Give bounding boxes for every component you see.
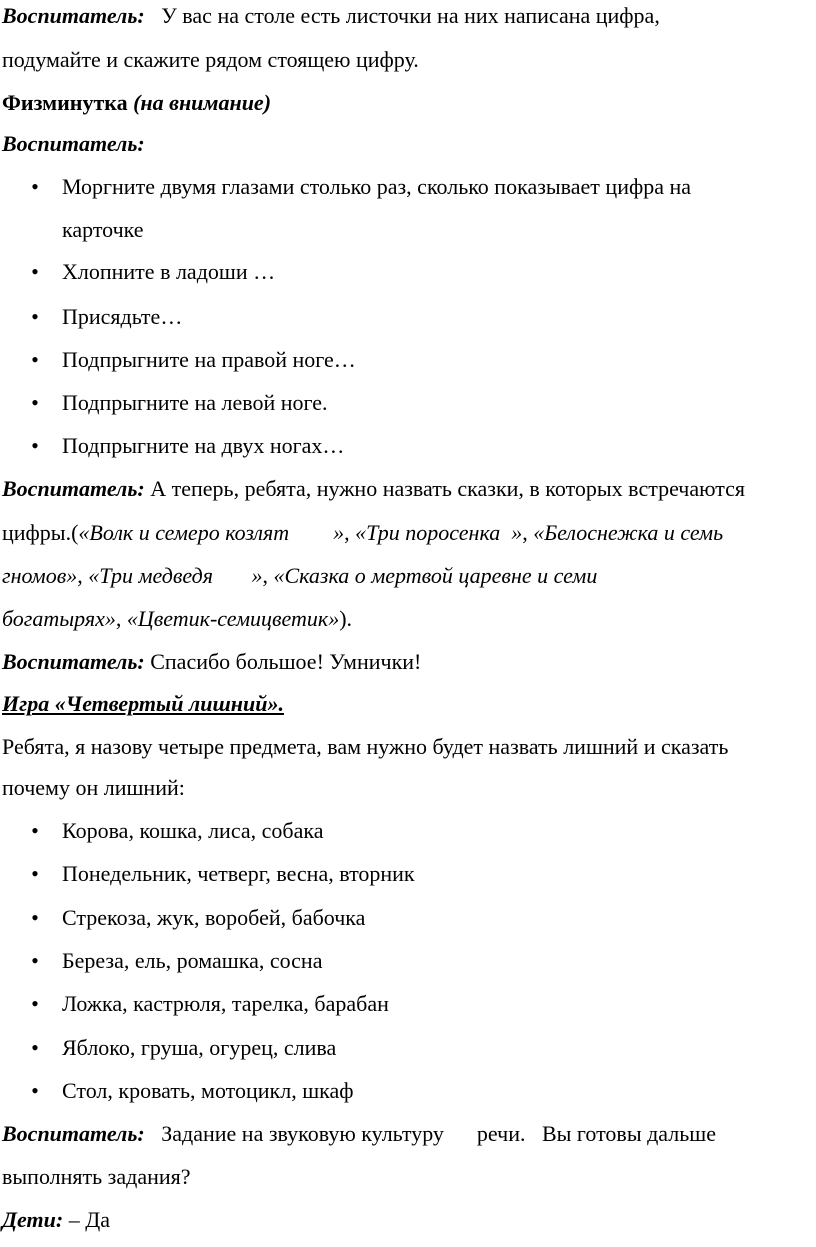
tales-line-1 (2, 475, 745, 503)
tale-title: «Три медведя (88, 563, 213, 588)
tale-quote-close: » (104, 606, 116, 631)
paragraph-intro-line-2: подумайте и скажите рядом стоящею цифру. (2, 47, 419, 72)
physminute-subtitle: (на внимание) (133, 90, 272, 115)
list-item: Понедельник, четверг, весна, вторник (62, 861, 415, 886)
physminute-heading (2, 89, 271, 117)
sound-line-2: выполнять задания? (2, 1164, 191, 1189)
bullet-icon: • (31, 259, 39, 284)
tale-separator: , (262, 563, 274, 588)
bullet-icon: • (31, 818, 39, 843)
game-intro-line-1: Ребята, я назову четыре предмета, вам нужно будет назвать лишний и сказать (2, 734, 729, 759)
tale-separator: , (77, 563, 89, 588)
tale-quote-close: » (511, 520, 523, 545)
tale-separator: , (522, 520, 534, 545)
list-item: Корова, кошка, лиса, собака (62, 818, 324, 843)
children-line (2, 1206, 110, 1234)
bullet-icon: • (31, 390, 39, 415)
bullet-icon: • (31, 174, 39, 199)
tale-quote-close: » (333, 520, 345, 545)
list-item: Хлопните в ладоши … (62, 259, 276, 284)
tale-title: гномов (2, 563, 67, 588)
tales-line-3 (2, 562, 597, 590)
tale-separator: , (115, 606, 127, 631)
speaker-label-children: Дети: (2, 1207, 64, 1232)
bullet-icon: • (31, 347, 39, 372)
tales-intro: А теперь, ребята, нужно назвать сказки, в которых встречаются (150, 476, 746, 501)
bullet-icon: • (31, 948, 39, 973)
tale-title: богатырях (2, 606, 105, 631)
bullet-icon: • (31, 433, 39, 458)
tale-title: «Три поросенка (355, 520, 501, 545)
list-item: Стол, кровать, мотоцикл, шкаф (62, 1078, 354, 1103)
physminute-title: Физминутка (2, 90, 128, 115)
tales-line-start: цифры.( (2, 520, 79, 545)
tale-title: «Белоснежка и семь (533, 520, 724, 545)
list-item: Подпрыгните на левой ноге. (62, 390, 328, 415)
list-item: Береза, ель, ромашка, сосна (62, 948, 323, 973)
speaker-label: Воспитатель: (2, 649, 145, 674)
bullet-icon: • (31, 905, 39, 930)
bullet-icon: • (31, 991, 39, 1016)
bullet-icon: • (31, 861, 39, 886)
list-item: Яблоко, груша, огурец, слива (62, 1035, 337, 1060)
list-item: Подпрыгните на правой ноге… (62, 347, 356, 372)
list-item: Ложка, кастрюля, тарелка, барабан (62, 991, 389, 1016)
game-intro-line-2: почему он лишний: (2, 775, 185, 800)
tale-quote-close: » (328, 606, 340, 631)
sound-line-1 (2, 1120, 716, 1148)
bullet-icon: • (31, 1035, 39, 1060)
game-title: Игра «Четвертый лишний». (2, 691, 284, 716)
tale-quote-close: » (251, 563, 263, 588)
list-item: Моргните двумя глазами столько раз, сколько показывает цифра на (62, 174, 692, 199)
bullet-icon: • (31, 1078, 39, 1103)
thanks-text: Спасибо большое! Умнички! (150, 649, 422, 674)
tales-end: ). (339, 606, 353, 631)
list-item: Присядьте… (62, 304, 183, 329)
sound-text: Задание на звуковую культуру речи. Вы готовы дальше (161, 1121, 716, 1146)
tale-quote-close: » (66, 563, 78, 588)
tales-line-4 (2, 605, 352, 633)
speaker-label: Воспитатель: (2, 476, 145, 501)
bullet-icon: • (31, 304, 39, 329)
paragraph-intro-line-1 (2, 2, 660, 30)
list-item: Подпрыгните на двух ногах… (62, 433, 345, 458)
speaker-label: Воспитатель: (2, 3, 145, 28)
tale-title: «Волк и семеро козлят (78, 520, 290, 545)
thanks-line (2, 648, 421, 676)
speaker-label: Воспитатель: (2, 1121, 145, 1146)
tale-title: «Цветик-семицветик (126, 606, 329, 631)
list-item: Стрекоза, жук, воробей, бабочка (62, 905, 366, 930)
children-answer: – Да (68, 1207, 110, 1232)
tale-title: «Сказка о мертвой царевне и семи (273, 563, 598, 588)
intro-text: У вас на столе есть листочки на них написана цифра, (161, 3, 660, 28)
tale-separator: , (344, 520, 356, 545)
tales-line-2 (2, 519, 723, 547)
list-item-continuation: карточке (62, 217, 144, 242)
speaker-label: Воспитатель: (2, 131, 145, 156)
